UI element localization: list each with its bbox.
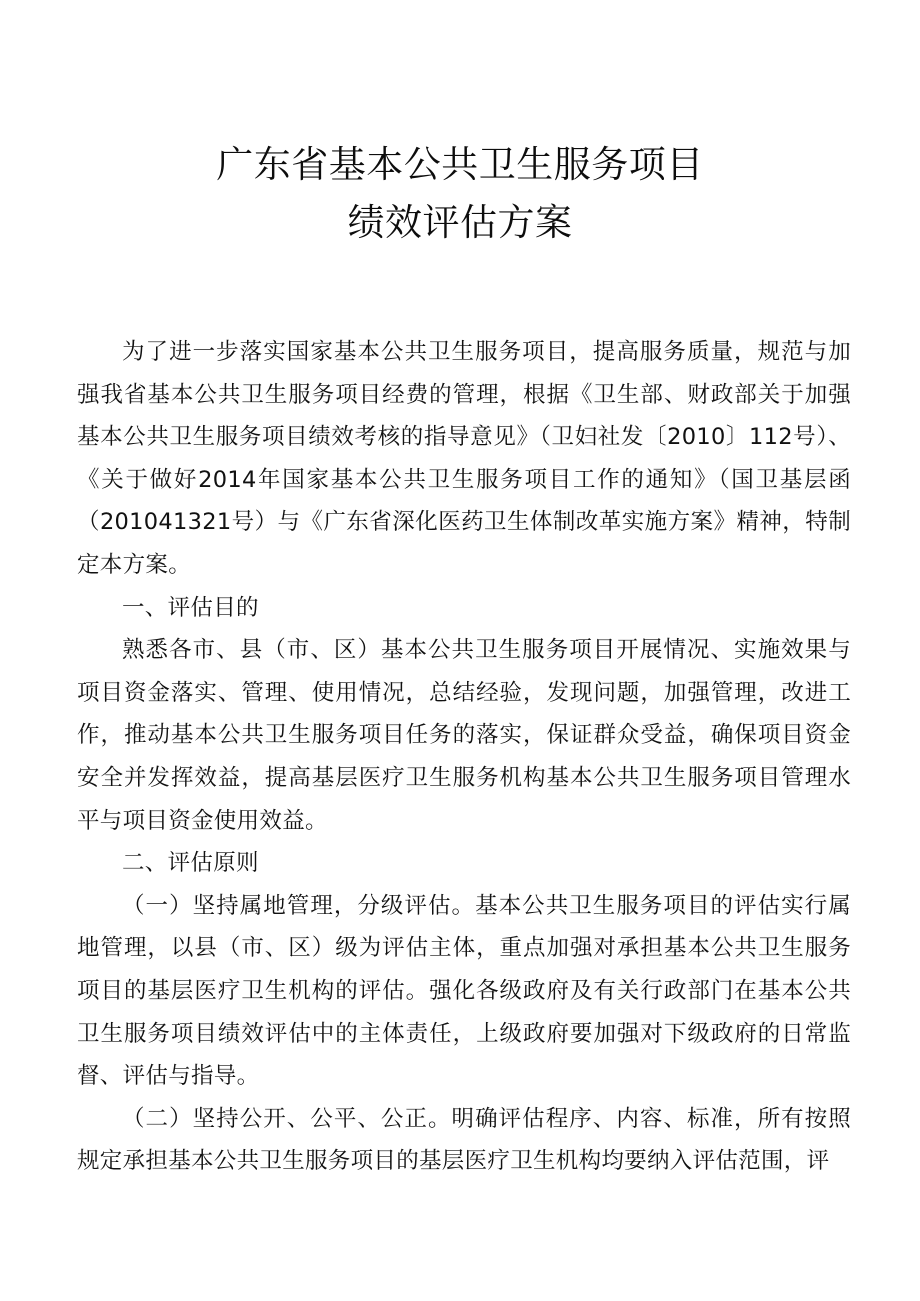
intro-paragraph: 为了进一步落实国家基本公共卫生服务项目，提高服务质量，规范与加强我省基本公共卫生服务项目经费的管理，根据《卫生部、财政部关于加强基本公共卫生服务项目绩效考核的指导意见》（卫妇社发〔2010〕112号）、《关于做好2014年国家基本公共卫生服务项目工作的通知》（国卫基层函（201041321号）与《广东省深化医药卫生体制改革实施方案》精神，特制定本方案。 — [77, 339, 851, 578]
title-line-2: 绩效评估方案 — [347, 201, 573, 244]
section-heading-purpose: 一、评估目的 — [122, 594, 259, 621]
document-title — [0, 136, 920, 252]
principle-1-paragraph: （一）坚持属地管理，分级评估。基本公共卫生服务项目的评估实行属地管理，以县（市、区）级为评估主体，重点加强对承担基本公共卫生服务项目的基层医疗卫生机构的评估。强化各级政府及有关行政部门在基本公共卫生服务项目绩效评估中的主体责任，上级政府要加强对下级政府的日常监督、评估与指导。 — [77, 892, 851, 1090]
document-body — [77, 331, 851, 1183]
purpose-paragraph: 熟悉各市、县（市、区）基本公共卫生服务项目开展情况、实施效果与项目资金落实、管理、使用情况，总结经验，发现问题，加强管理，改进工作，推动基本公共卫生服务项目任务的落实，保证群众受益，确保项目资金安全并发挥效益，提高基层医疗卫生服务机构基本公共卫生服务项目管理水平与项目资金使用效益。 — [77, 637, 851, 834]
title-line-1: 广东省基本公共卫生服务项目 — [216, 143, 704, 186]
principle-2-paragraph: （二）坚持公开、公平、公正。明确评估程序、内容、标准，所有按照规定承担基本公共卫生服务项目的基层医疗卫生机构均要纳入评估范围，评 — [77, 1105, 851, 1175]
section-heading-principles: 二、评估原则 — [122, 850, 259, 877]
